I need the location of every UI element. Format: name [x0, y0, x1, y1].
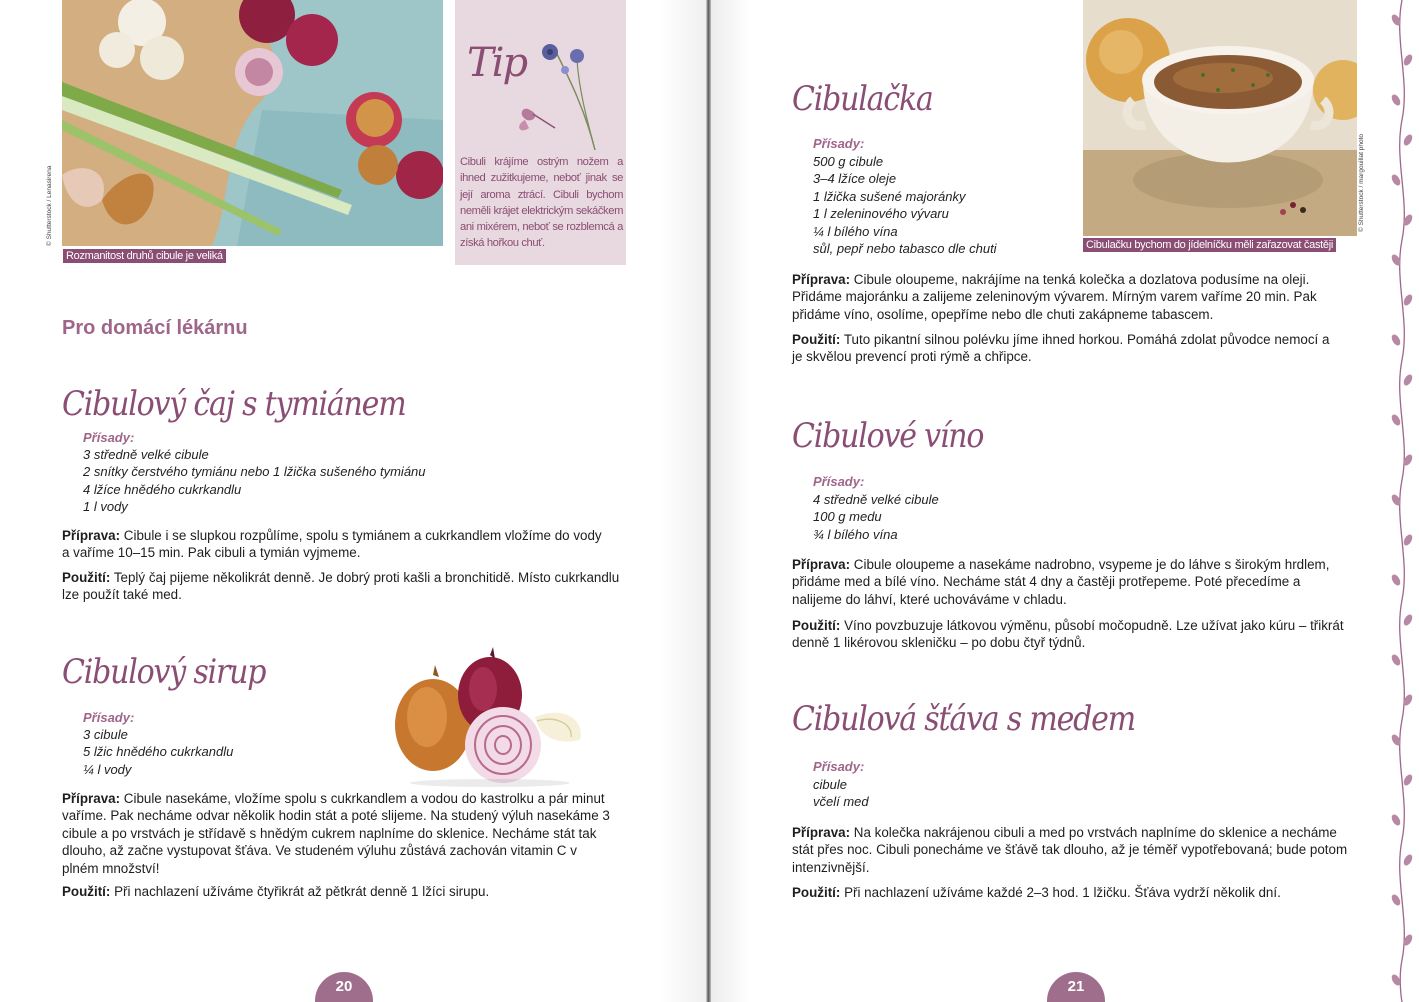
page-number: 20 [315, 972, 373, 1002]
preparation-label: Příprava: [62, 528, 121, 543]
recipe-title: Cibulová šťáva s medem [792, 700, 1135, 740]
ingredient-item: včelí med [813, 794, 869, 810]
preparation-paragraph [62, 790, 612, 877]
ingredient-item: 3–4 lžíce oleje [813, 171, 897, 187]
preparation-paragraph [792, 556, 1352, 608]
ingredients-list [83, 726, 233, 778]
tip-title: Tip [467, 40, 527, 86]
vine-bud [1402, 373, 1414, 387]
usage-paragraph [792, 331, 1332, 366]
gutter-shadow [660, 0, 706, 1002]
vine-bud [1402, 853, 1414, 867]
vine-bud [1390, 893, 1402, 907]
vegetables-illustration [62, 0, 443, 246]
ingredient-item: sůl, pepř nebo tabasco dle chuti [813, 241, 997, 257]
ingredients-list [813, 153, 997, 257]
usage-paragraph [62, 883, 622, 900]
ingredient-item: 100 g medu [813, 509, 882, 525]
section-heading: Pro domácí lékárnu [62, 317, 248, 339]
preparation-text: Cibule nasekáme, vložíme spolu s cukrkandlem a vodou do kastrolku a pár minut vaříme. Pak necháme odvar několik hodin stát a poté slijeme. Na studený výluh nasekáme 3 cibule a po vrstvách je střídavě s hnědým cukrem naplníme do sklenice. Necháme stát tak dlouho, až začne vystupovat šťáva. Ve studeném výluhu zůstává zachován vitamin C v plném množství! [62, 791, 610, 876]
usage-label: Použití: [792, 618, 841, 633]
vine-bud [1402, 533, 1414, 547]
ingredient-item: 2 snítky čerstvého tymiánu nebo 1 lžička sušeného tymiánu [83, 464, 426, 480]
recipe-title: Cibulové víno [792, 417, 984, 457]
usage-paragraph [62, 569, 622, 604]
vine-border-decoration [1390, 0, 1414, 1002]
usage-text: Tuto pikantní silnou polévku jíme ihned horkou. Pomáhá zdolat původce nemocí a je skvělou prevencí proti rýmě a chřipce. [792, 332, 1330, 365]
vine-bud [1390, 413, 1402, 427]
usage-text: Víno povzbuzuje látkovou výměnu, působí močopudně. Lze užívat jako kúru – třikrát denně 1 likérovou skleničku – po dobu čtyř týdnů. [792, 618, 1344, 651]
preparation-label: Příprava: [792, 272, 851, 287]
ingredient-item: 1 l vody [83, 499, 128, 515]
book-spine [706, 0, 711, 1002]
onions-photo [385, 645, 595, 787]
preparation-label: Příprava: [792, 825, 851, 840]
vine-bud [1402, 133, 1414, 147]
vine-bud [1390, 573, 1402, 587]
ingredients-label: Přísady: [83, 710, 135, 725]
vine-bud [1390, 173, 1402, 187]
ingredients-list [83, 446, 426, 516]
ingredient-item: cibule [813, 777, 847, 792]
ingredient-item: 3 středně velké cibule [83, 447, 209, 462]
page-number: 21 [1047, 972, 1105, 1002]
preparation-text: Cibule i se slupkou rozpůlíme, spolu s tymiánem a cukrkandlem vložíme do vody a vaříme 10–15 min. Pak cibuli a tymián vyjmeme. [62, 528, 602, 561]
preparation-text: Na kolečka nakrájenou cibuli a med po vrstvách naplníme do sklenice a necháme stát přes noc. Cibuli ponecháme ve šťávě tak dlouho, až je téměř vypotřebovaná; bude potom intenzivnější. [792, 825, 1348, 875]
ingredient-item: 1 l zeleninového vývaru [813, 206, 949, 222]
preparation-paragraph [792, 271, 1352, 323]
ingredient-item: 4 středně velké cibule [813, 492, 939, 507]
vine-bud [1402, 773, 1414, 787]
tip-box [455, 0, 626, 265]
vine-bud [1390, 333, 1402, 347]
vine-bud [1402, 53, 1414, 67]
usage-text: Při nachlazení užíváme každé 2–3 hod. 1 lžičku. Šťáva vydrží několik dní. [844, 885, 1281, 900]
usage-paragraph [792, 884, 1352, 901]
vine-bud [1390, 653, 1402, 667]
ingredients-list [813, 491, 939, 543]
preparation-text: Cibule oloupeme a nasekáme nadrobno, vsypeme je do láhve s širokým hrdlem, přidáme med a bílé víno. Necháme stát 4 dny a častěji protřepeme. Poté přecedíme a nalijeme do láhví, které uchováváme v chladu. [792, 557, 1330, 607]
preparation-label: Příprava: [792, 557, 851, 572]
left-page [0, 0, 708, 1002]
ingredients-list [813, 776, 869, 811]
recipe-title: Cibulový čaj s tymiánem [62, 385, 406, 425]
photo-caption: Cibulačku bychom do jídelníčku měli zařazovat častěji [1083, 238, 1336, 252]
usage-label: Použití: [62, 884, 111, 899]
soup-illustration [1083, 0, 1357, 236]
ingredient-item: ¾ l bílého vína [813, 526, 898, 542]
recipe-title: Cibulový sirup [62, 653, 266, 693]
onion-soup-photo [1083, 0, 1357, 236]
ingredients-label: Přísady: [813, 759, 865, 774]
recipe-title: Cibulačka [792, 80, 933, 120]
photo-credit: © Shutterstock / margouillat photo [1358, 133, 1365, 232]
vine-bud [1402, 293, 1414, 307]
ingredients-label: Přísady: [813, 474, 865, 489]
usage-text: Při nachlazení užíváme čtyřikrát až pětkrát denně 1 lžíci sirupu. [114, 884, 490, 899]
preparation-label: Příprava: [62, 791, 121, 806]
photo-caption: Rozmanitost druhů cibule je veliká [63, 249, 226, 263]
usage-label: Použití: [792, 332, 841, 347]
preparation-paragraph [62, 527, 612, 562]
gutter-shadow [711, 0, 751, 1002]
ingredients-label: Přísady: [813, 136, 865, 151]
ingredient-item: 500 g cibule [813, 154, 884, 169]
usage-text: Teplý čaj pijeme několikrát denně. Je dobrý proti kašli a bronchitidě. Místo cukrkandlu lze použít také med. [62, 570, 620, 603]
usage-label: Použití: [62, 570, 111, 585]
flower-illustration [515, 40, 615, 152]
ingredient-item: ¼ l vody [83, 761, 132, 777]
tip-text: Cibuli krájíme ostrým nožem a ihned zužitkujeme, neboť jinak se její aroma ztrácí. Cibuli bychom neměli krájet elektrickým sekáčkem ani mixérem, neboť se rozblemcá a získá hořkou chuť. [460, 156, 623, 250]
ingredients-label: Přísady: [83, 430, 135, 445]
ingredient-item: 1 lžička sušené majoránky [813, 188, 966, 204]
preparation-paragraph [792, 824, 1352, 876]
ingredient-item: 4 lžíce hnědého cukrkandlu [83, 481, 242, 497]
usage-paragraph [792, 617, 1352, 652]
vegetables-photo [62, 0, 443, 246]
vine-bud [1390, 93, 1402, 107]
ingredient-item: 5 lžic hnědého cukrkandlu [83, 744, 234, 760]
vine-bud [1402, 613, 1414, 627]
usage-label: Použití: [792, 885, 841, 900]
ingredient-item: 3 cibule [83, 727, 128, 742]
vine-bud [1390, 813, 1402, 827]
photo-credit: © Shutterstock / Lenasirena [46, 165, 53, 246]
ingredient-item: ¼ l bílého vína [813, 223, 898, 239]
preparation-text: Cibule oloupeme, nakrájíme na tenká kolečka a dozlatova podusíme na oleji. Přidáme majoránku a zalijeme zeleninovým vývarem. Mírným varem vaříme 20 min. Pak přidáme víno, osolíme, opepříme nebo dle chuti zakápneme tabascem. [792, 272, 1317, 322]
